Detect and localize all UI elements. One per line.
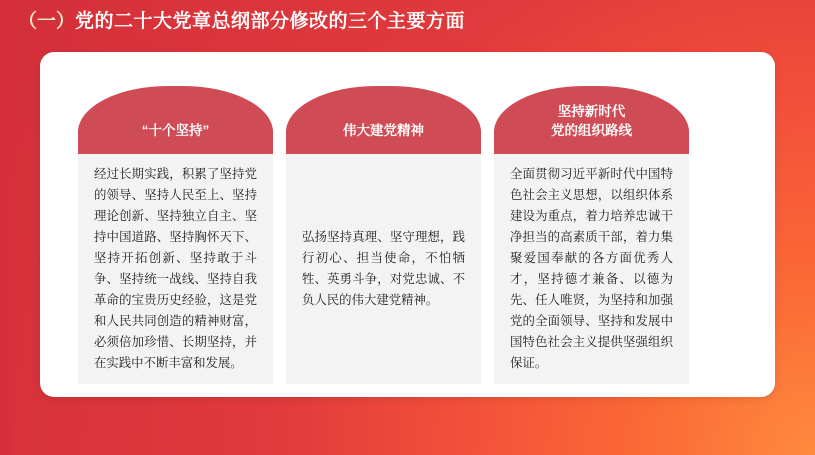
card-second-heading: 伟大建党精神	[343, 123, 424, 138]
card-third-heading-line2: 党的组织路线	[551, 123, 632, 138]
card-second-text: 弘扬坚持真理、坚守理想，践行初心、担当使命，不怕牺牲、英勇斗争，对党忠诚、不负人民的伟大建党精神。	[302, 230, 465, 307]
page-title	[18, 6, 465, 33]
card-first-text: 经过长期实践，积累了坚持党的领导、坚持人民至上、坚持理论创新、坚持独立自主、坚持中国道路、坚持胸怀天下、坚持开拓创新、坚持敢于斗争、坚持统一战线、坚持自我革命的宝贵历史经验，这是党和人民共同创造的精神财富，必须倍加珍惜、长期坚持，并在实践中不断丰富和发展。	[94, 167, 257, 370]
card-third-header	[494, 86, 689, 154]
card-first-header	[78, 86, 273, 154]
card-first	[78, 86, 273, 384]
card-third-text: 全面贯彻习近平新时代中国特色社会主义思想，以组织体系建设为重点，着力培养忠诚干净担当的高素质干部，着力集聚爱国奉献的各方面优秀人才，坚持德才兼备、以德为先、任人唯贤，为坚持和加强党的全面领导、坚持和发展中国特色社会主义提供坚强组织保证。	[510, 167, 673, 370]
card-second-header	[286, 86, 481, 154]
card-group	[78, 86, 738, 384]
title-text: 党的二十大党章总纲部分修改的三个主要方面	[75, 11, 466, 32]
card-third-body	[494, 154, 689, 384]
title-index: （一）	[18, 11, 76, 32]
card-first-heading: “十个坚持”	[141, 123, 210, 138]
card-third-heading-line1: 坚持新时代	[557, 104, 626, 119]
card-first-body	[78, 154, 273, 384]
card-third	[494, 86, 689, 384]
card-third-heading	[502, 102, 681, 140]
card-second	[286, 86, 481, 384]
card-second-body	[286, 154, 481, 384]
left-accent-bar	[0, 0, 14, 455]
